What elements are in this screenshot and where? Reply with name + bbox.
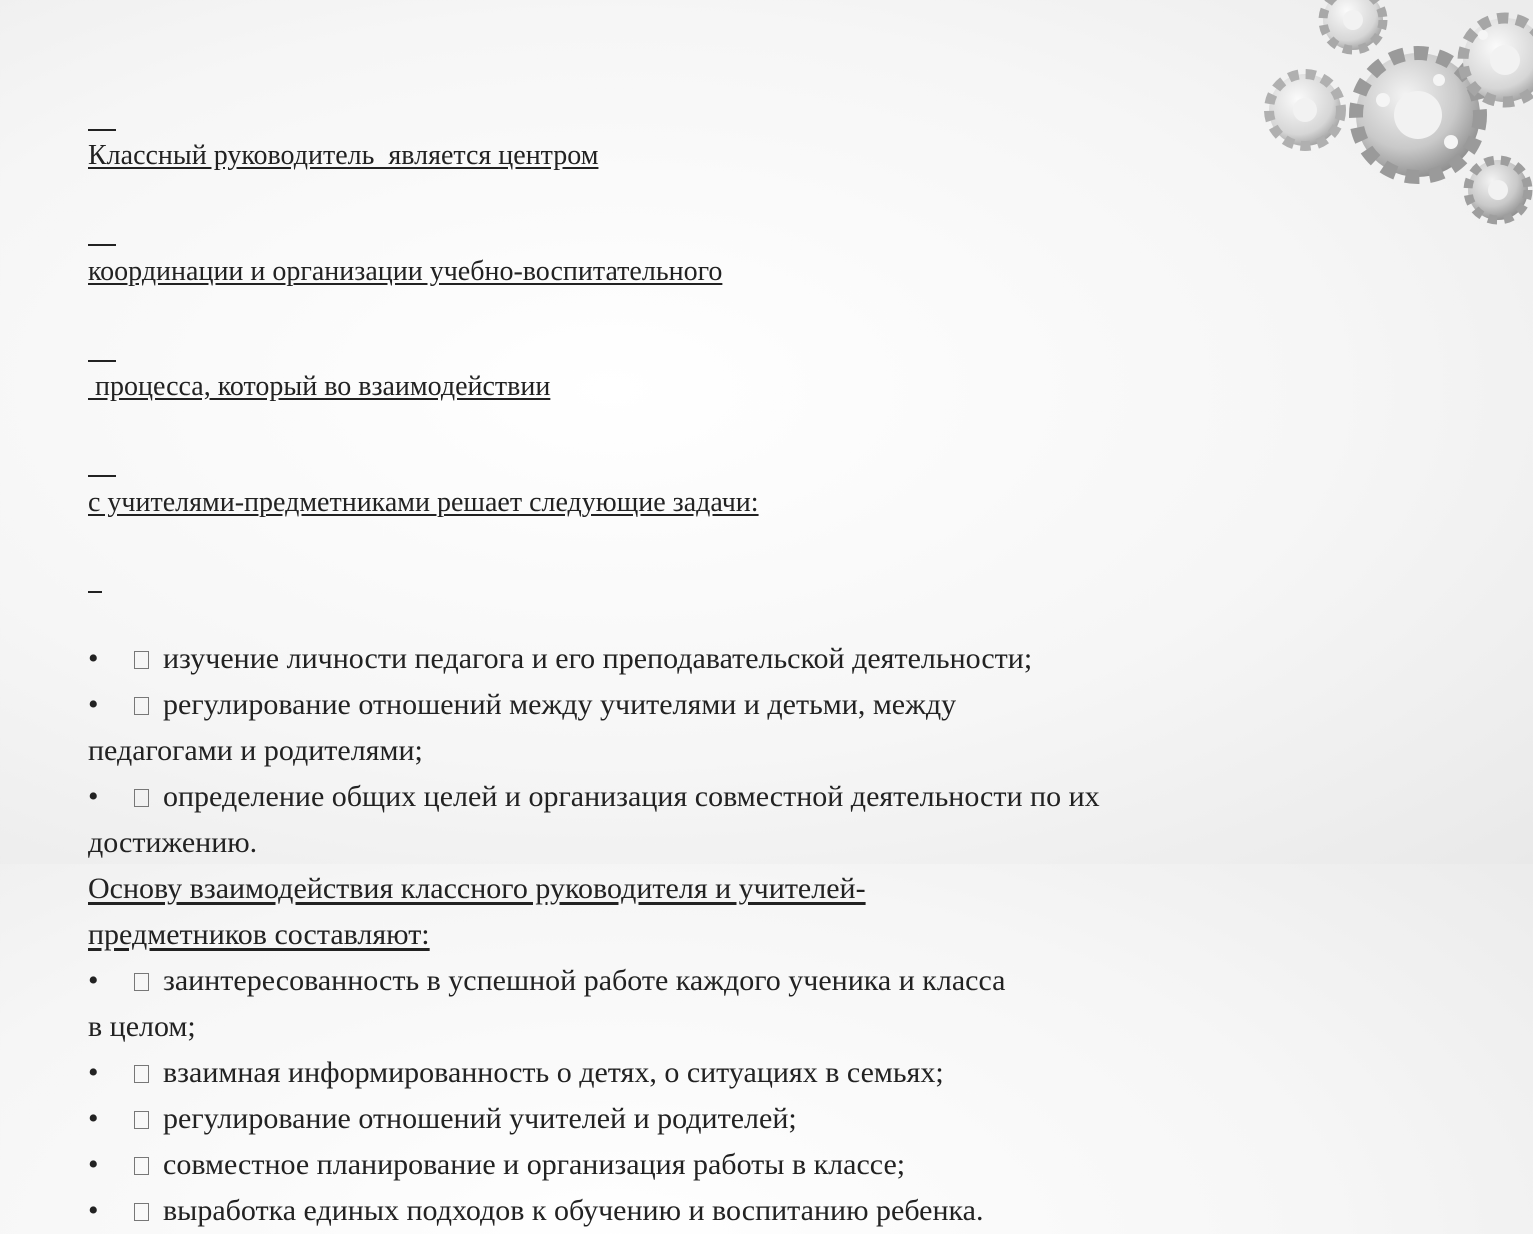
list-item-text: заинтересованность в успешной работе каждого ученика и класса [163,964,1006,997]
bullet: • [88,642,99,675]
list-item-continuation: достижению. [88,826,258,859]
list-item-continuation: педагогами и родителями; [88,734,423,767]
bullet: • [88,1148,99,1181]
checkbox-icon [134,789,149,807]
heading-line: Классный руководитель является центром [88,140,599,171]
tasks-list [88,636,1268,866]
list-item-text: совместное планирование и организация работы в классе; [163,1148,906,1181]
gear-left [1269,74,1341,146]
basics-list [88,958,1268,1234]
gear-bottom [1468,160,1528,220]
heading-line: процесса, который во взаимодействии [88,371,551,402]
list-item [88,636,1268,682]
bullet: • [88,780,99,813]
gears-icon [1243,0,1533,230]
checkbox-icon [134,1065,149,1083]
checkbox-icon [134,1111,149,1129]
list-item-text: регулирование отношений между учителями и детьми, между [163,688,957,721]
bullet: • [88,1194,99,1227]
subheading-line: Основу взаимодействия классного руководителя и учителей- [88,872,866,905]
list-item [88,1188,1268,1234]
checkbox-icon [134,1203,149,1221]
list-item [88,958,1268,1050]
checkbox-icon [134,1157,149,1175]
list-item-continuation: в целом; [88,1010,196,1043]
list-item [88,1050,1268,1096]
bullet: • [88,1056,99,1089]
list-item [88,774,1268,866]
gear-right [1463,18,1533,102]
checkbox-icon [134,651,149,669]
heading-line: с учителями-предметниками решает следующие задачи: [88,486,759,518]
slide-heading [88,60,1268,599]
list-item [88,1096,1268,1142]
section-subheading [88,866,1268,958]
bullet: • [88,688,99,721]
list-item-text: регулирование отношений учителей и родителей; [163,1102,797,1135]
list-item [88,1142,1268,1188]
checkbox-icon [134,973,149,991]
heading-line: координации и организации учебно-воспитательного [88,255,723,287]
list-item [88,682,1268,774]
bullet: • [88,1102,99,1135]
list-item-text: изучение личности педагога и его преподавательской деятельности; [163,642,1033,675]
checkbox-icon [134,697,149,715]
bullet: • [88,964,99,997]
gear-top [1323,0,1383,50]
slide-content [88,60,1268,1234]
subheading-line: предметников составляют: [88,918,430,951]
list-item-text: определение общих целей и организация совместной деятельности по их [163,780,1100,813]
list-item-text: выработка единых подходов к обучению и воспитанию ребенка. [163,1194,984,1227]
list-item-text: взаимная информированность о детях, о ситуациях в семьях; [163,1056,944,1089]
